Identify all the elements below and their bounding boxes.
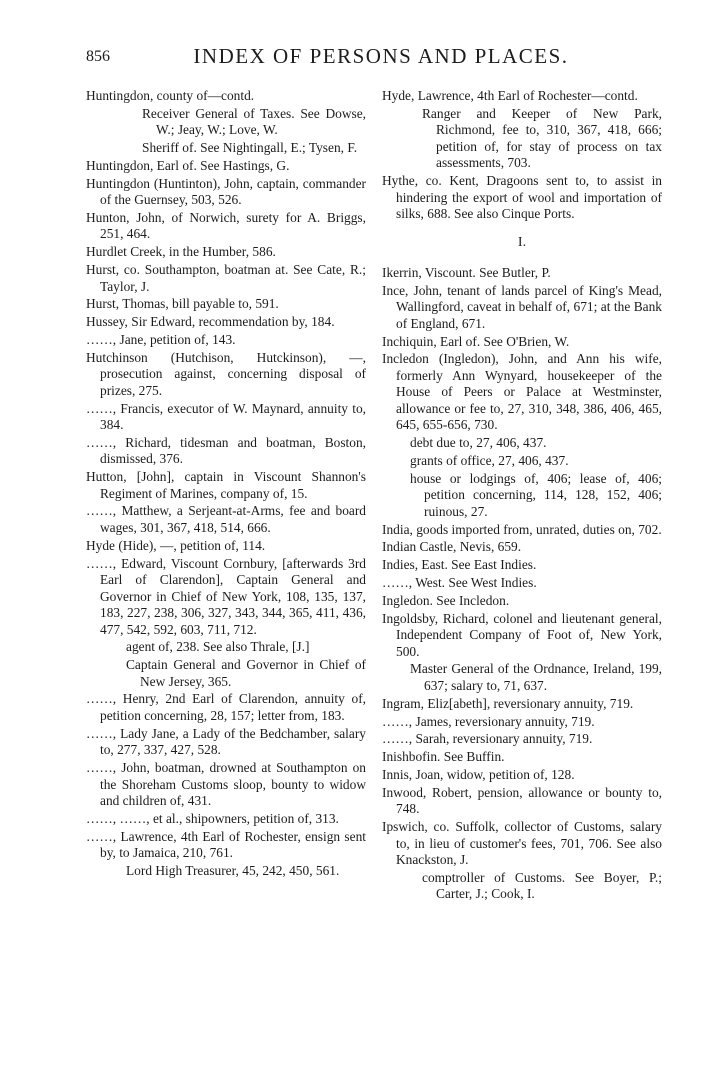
index-entry: Indian Castle, Nevis, 659. <box>382 539 522 555</box>
index-entry: ……, Richard, tidesman and boatman, Boston, dismissed, 376. <box>86 434 366 467</box>
index-entry: agent of, 238. See also Thrale, [J.] <box>126 639 310 655</box>
index-entry: Innis, Joan, widow, petition of, 128. <box>382 766 575 782</box>
index-entry: Indies, East. See East Indies. <box>382 557 537 573</box>
right-column <box>382 88 662 904</box>
index-entry: Incledon (Ingledon), John, and Ann his wife, formerly Ann Wynyard, housekeeper of the House of Peers or Palace at Westminster, allowance or fee to, 27, 310, 348, 386, 406, 465, 645, 655-656, 730. <box>382 351 662 433</box>
index-entry: ……, Lady Jane, a Lady of the Bedchamber, salary to, 277, 337, 427, 528. <box>86 725 366 758</box>
index-entry: grants of office, 27, 406, 437. <box>410 453 569 469</box>
index-entry: ……, Jane, petition of, 143. <box>86 331 236 347</box>
index-entry: Huntingdon (Huntinton), John, captain, commander of the Guernsey, 503, 526. <box>86 175 366 208</box>
index-entry: Master General of the Ordnance, Ireland, 199, 637; salary to, 71, 637. <box>410 661 662 693</box>
index-entry: Ingoldsby, Richard, colonel and lieutenant general, Independent Company of Foot of, New York, 500. <box>382 610 662 659</box>
index-entry: ……, Henry, 2nd Earl of Clarendon, annuity of, petition concerning, 28, 157; letter from, 183. <box>86 691 366 723</box>
index-entry: Receiver General of Taxes. See Dowse, W.; Jeay, W.; Love, W. <box>142 105 366 138</box>
index-entry: ……, Edward, Viscount Cornbury, [afterwards 3rd Earl of Clarendon], Captain General and Governor in Chief of New York, 108, 135, 137, 183, 227, 238, 306, 327, 343, 344, 365, 411, 436, 477, 542, 592, 603, 711, 712. <box>86 555 366 637</box>
index-entry: Hurdlet Creek, in the Humber, 586. <box>86 244 276 260</box>
index-entry: Hurst, co. Southampton, boatman at. See Cate, R.; Taylor, J. <box>86 262 366 294</box>
running-title: INDEX OF PERSONS AND PLACES. <box>193 44 569 68</box>
index-entry: Huntingdon, Earl of. See Hastings, G. <box>86 157 290 173</box>
index-entry: Hythe, co. Kent, Dragoons sent to, to assist in hindering the export of wool and importation of silks, 688. See also Cinque Ports. <box>382 173 662 222</box>
index-entry: Ikerrin, Viscount. See Butler, P. <box>382 265 551 281</box>
index-entry: ……, John, boatman, drowned at Southampton on the Shoreham Customs sloop, bounty to widow and children of, 431. <box>86 760 366 809</box>
index-entry: debt due to, 27, 406, 437. <box>410 435 547 451</box>
index-entry: Inishbofin. See Buffin. <box>382 749 505 765</box>
section-letter: I. <box>517 234 527 250</box>
index-entry: Lord High Treasurer, 45, 242, 450, 561. <box>126 862 340 878</box>
index-entry: ……, West. See West Indies. <box>382 575 537 591</box>
index-entry: Hyde (Hide), —, petition of, 114. <box>86 537 266 553</box>
index-entry: India, goods imported from, unrated, duties on, 702. <box>382 521 662 537</box>
index-entry: Hurst, Thomas, bill payable to, 591. <box>86 296 279 312</box>
page-header <box>86 44 676 72</box>
left-column <box>86 88 366 881</box>
index-entry: Inwood, Robert, pension, allowance or bounty to, 748. <box>382 784 662 817</box>
index-entry: Hutton, [John], captain in Viscount Shannon's Regiment of Marines, company of, 15. <box>86 469 366 501</box>
index-entry: Huntingdon, county of—contd. <box>86 88 255 103</box>
index-entry: Ipswich, co. Suffolk, collector of Customs, salary to, in lieu of customer's fees, 701, 706. See also Knackston, J. <box>382 819 662 868</box>
index-entry: ……, ……, et al., shipowners, petition of, 313. <box>86 810 339 826</box>
index-entry: Captain General and Governor in Chief of New Jersey, 365. <box>126 657 366 689</box>
index-entry: comptroller of Customs. See Boyer, P.; Carter, J.; Cook, I. <box>422 869 662 902</box>
index-entry: Sheriff of. See Nightingall, E.; Tysen, F. <box>142 140 358 156</box>
index-entry: ……, Matthew, a Serjeant-at-Arms, fee and board wages, 301, 367, 418, 514, 666. <box>86 503 366 535</box>
index-entry: ……, James, reversionary annuity, 719. <box>382 713 595 729</box>
index-entry: Ranger and Keeper of New Park, Richmond, fee to, 310, 367, 418, 666; petition of, for stay of process on tax assessments, 703. <box>422 105 662 171</box>
index-entry: Inchiquin, Earl of. See O'Brien, W. <box>382 333 570 349</box>
index-entry: house or lodgings of, 406; lease of, 406; petition concerning, 114, 128, 152, 406; ruinous, 27. <box>410 470 662 519</box>
index-entry: Hyde, Lawrence, 4th Earl of Rochester—contd. <box>382 88 638 103</box>
index-entry: Hussey, Sir Edward, recommendation by, 184. <box>86 314 335 330</box>
index-entry: ……, Lawrence, 4th Earl of Rochester, ensign sent by, to Jamaica, 210, 761. <box>86 828 366 861</box>
index-entry: Hutchinson (Hutchison, Hutckinson), —, prosecution against, concerning disposal of prizes, 275. <box>86 349 366 398</box>
index-entry: Ingledon. See Incledon. <box>382 592 510 608</box>
index-entry: ……, Francis, executor of W. Maynard, annuity to, 384. <box>86 400 366 433</box>
index-entry: Ince, John, tenant of lands parcel of King's Mead, Wallingford, caveat in behalf of, 671; at the Bank of England, 671. <box>382 282 662 331</box>
page-number: 856 <box>86 48 110 65</box>
index-entry: Hunton, John, of Norwich, surety for A. Briggs, 251, 464. <box>86 209 366 242</box>
index-entry: Ingram, Eliz[abeth], reversionary annuity, 719. <box>382 695 634 711</box>
index-entry: ……, Sarah, reversionary annuity, 719. <box>382 731 593 747</box>
